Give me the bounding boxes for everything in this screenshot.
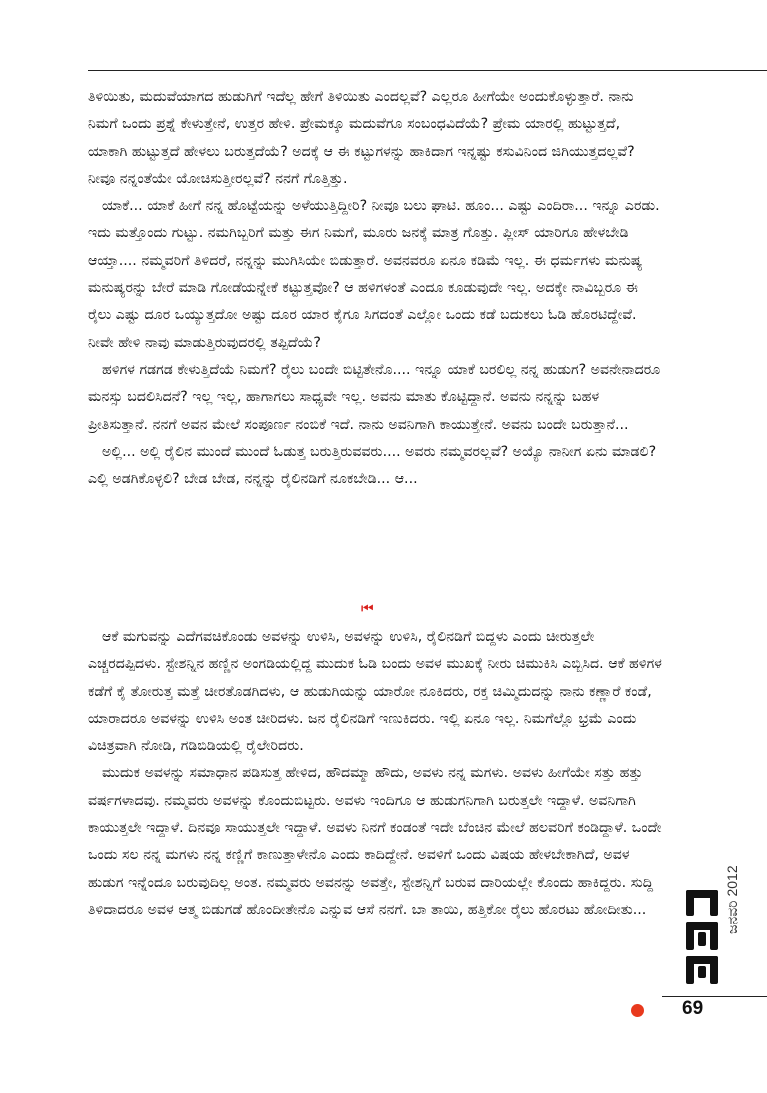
bottom-rule [662, 996, 767, 997]
paragraph-6: ಮುದುಕ ಅವಳನ್ನು ಸಮಾಧಾನ ಪಡಿಸುತ್ತ ಹೇಳಿದ, ಹೌದಮ್ಮಾ ಹೌದು, ಅವಳು ನನ್ನ ಮಗಳು. ಅವಳು ಹೀಗೆಯೇ ಸತ್ತು ಹತ್ತು ವರ್ಷಗಳಾದವು. ನಮ್ಮವರು ಅವಳನ್ನು ಕೊಂದುಬಿಟ್ಟರು. ಅವಳು ಇಂದಿಗೂ ಆ ಹುಡುಗನಿಗಾಗಿ ಬರುತ್ತಲೇ ಇದ್ದಾಳೆ. ಅವನಿಗಾಗಿ ಕಾಯುತ್ತಲೇ ಇದ್ದಾಳೆ. ದಿನವೂ ಸಾಯುತ್ತಲೇ ಇದ್ದಾಳೆ. ಅವಳು ನಿನಗೆ ಕಂಡಂತೆ ಇದೇ ಬೆಂಚಿನ ಮೇಲೆ ಹಲವರಿಗೆ ಕಂಡಿದ್ದಾಳೆ. ಒಂದೇ ಒಂದು ಸಲ ನನ್ನ ಮಗಳು ನನ್ನ ಕಣ್ಣಿಗೆ ಕಾಣುತ್ತಾಳೇನೊ ಎಂದು ಕಾದಿದ್ದೇನೆ. ಅವಳಿಗೆ ಒಂದು ವಿಷಯ ಹೇಳಬೇಕಾಗಿದೆ, ಅವಳ ಹುಡುಗ ಇನ್ನೆಂದೂ ಬರುವುದಿಲ್ಲ ಅಂತ. ನಮ್ಮವರು ಅವನನ್ನು ಅವತ್ತೇ, ಸ್ಟೇಶನ್ನಿಗೆ ಬರುವ ದಾರಿಯಲ್ಲೇ ಕೊಂದು ಹಾಕಿದ್ದರು. ಸುದ್ದಿ ತಿಳಿದಾದರೂ ಅವಳ ಆತ್ಮ ಬಿಡುಗಡೆ ಹೊಂದೀತೇನೊ ಎನ್ನುವ ಆಸೆ ನನಗೆ. ಬಾ ತಾಯಿ, ಹತ್ತಿಕೋ ರೈಲು ಹೊರಟು ಹೋದೀತು... [88, 765, 662, 918]
article-body-top [88, 84, 662, 493]
issue-date-text: ಜನವರಿ 2012 [724, 865, 740, 934]
paragraph-2: ಯಾಕೆ... ಯಾಕೆ ಹೀಗೆ ನನ್ನ ಹೊಟ್ಟೆಯನ್ನು ಅಳೆಯುತ್ತಿದ್ದೀರಿ? ನೀವೂ ಬಲು ಘಾಟಿ. ಹೂಂ... ಎಷ್ಟು ಎಂದಿರಾ... ಇನ್ನೂ ಎರಡು. ಇದು ಮತ್ತೊಂದು ಗುಟ್ಟು. ನಮಗಿಬ್ಬರಿಗೆ ಮತ್ತು ಈಗ ನಿಮಗೆ, ಮೂರು ಜನಕ್ಕೆ ಮಾತ್ರ ಗೊತ್ತು. ಪ್ಲೀಸ್ ಯಾರಿಗೂ ಹೇಳಬೇಡಿ ಆಯ್ತಾ.... ನಮ್ಮವರಿಗೆ ತಿಳಿದರೆ, ನನ್ನನ್ನು ಮುಗಿಸಿಯೇ ಬಿಡುತ್ತಾರೆ. ಅವನವರೂ ಏನೂ ಕಡಿಮೆ ಇಲ್ಲ. ಈ ಧರ್ಮಗಳು ಮನುಷ್ಯ ಮನುಷ್ಯರನ್ನು ಬೇರೆ ಮಾಡಿ ಗೋಡೆಯನ್ನೇಕೆ ಕಟ್ಟುತ್ತವೋ? ಆ ಹಳಿಗಳಂತೆ ಎಂದೂ ಕೂಡುವುದೇ ಇಲ್ಲ. ಅದಕ್ಕೇ ನಾವಿಬ್ಬರೂ ಈ ರೈಲು ಎಷ್ಟು ದೂರ ಒಯ್ಯುತ್ತದೋ ಅಷ್ಟು ದೂರ ಯಾರ ಕೈಗೂ ಸಿಗದಂತೆ ಎಲ್ಲೋ ಒಂದು ಕಡೆ ಬದುಕಲು ಓಡಿ ಹೊರಟಿದ್ದೇವೆ. ನೀವೇ ಹೇಳಿ ನಾವು ಮಾಡುತ್ತಿರುವುದರಲ್ಲಿ ತಪ್ಪಿದೆಯೆ? [88, 198, 660, 351]
red-dot-ornament [631, 1004, 644, 1017]
magazine-logo [682, 888, 722, 988]
paragraph-4: ಅಲ್ಲಿ... ಅಲ್ಲಿ ರೈಲಿನ ಮುಂದೆ ಮುಂದೆ ಓಡುತ್ತ ಬರುತ್ತಿರುವವರು.... ಅವರು ನಮ್ಮವರಲ್ಲವೆ? ಅಯ್ಯೊ ನಾನೀಗ ಏನು ಮಾಡಲಿ? ಎಲ್ಲಿ ಅಡಗಿಕೊಳ್ಳಲಿ? ಬೇಡ ಬೇಡ, ನನ್ನನ್ನು ರೈಲಿನಡಿಗೆ ನೂಕಬೇಡಿ... ಆ... [88, 443, 657, 488]
article-body-bottom [88, 624, 662, 924]
section-separator-icon: ⏮ [361, 601, 374, 617]
paragraph-3: ಹಳಿಗಳ ಗಡಗಡ ಕೇಳುತ್ತಿದೆಯೆ ನಿಮಗೆ? ರೈಲು ಬಂದೇ ಬಿಟ್ಟಿತೇನೊ.... ಇನ್ನೂ ಯಾಕೆ ಬರಲಿಲ್ಲ ನನ್ನ ಹುಡುಗ? ಅವನೇನಾದರೂ ಮನಸ್ಸು ಬದಲಿಸಿದನೆ? ಇಲ್ಲ ಇಲ್ಲ, ಹಾಗಾಗಲು ಸಾಧ್ಯವೇ ಇಲ್ಲ. ಅವನು ಮಾತು ಕೊಟ್ಟಿದ್ದಾನೆ. ಅವನು ನನ್ನನ್ನು ಬಹಳ ಪ್ರೀತಿಸುತ್ತಾನೆ. ನನಗೆ ಅವನ ಮೇಲೆ ಸಂಪೂರ್ಣ ನಂಬಿಕೆ ಇದೆ. ನಾನು ಅವನಿಗಾಗಿ ಕಾಯುತ್ತೇನೆ. ಅವನು ಬಂದೇ ಬರುತ್ತಾನೆ... [88, 361, 661, 433]
paragraph-1: ತಿಳಿಯಿತು, ಮದುವೆಯಾಗದ ಹುಡುಗಿಗೆ ಇದೆಲ್ಲ ಹೇಗೆ ತಿಳಿಯಿತು ಎಂದಲ್ಲವೆ? ಎಲ್ಲರೂ ಹೀಗೆಯೇ ಅಂದುಕೊಳ್ಳುತ್ತಾರೆ. ನಾನು ನಿಮಗೆ ಒಂದು ಪ್ರಶ್ನೆ ಕೇಳುತ್ತೇನೆ, ಉತ್ತರ ಹೇಳಿ. ಪ್ರೇಮಕ್ಕೂ ಮದುವೆಗೂ ಸಂಬಂಧವಿದೆಯೆ? ಪ್ರೇಮ ಯಾರಲ್ಲಿ ಹುಟ್ಟುತ್ತದೆ, ಯಾಕಾಗಿ ಹುಟ್ಟುತ್ತದೆ ಹೇಳಲು ಬರುತ್ತದೆಯೆ? ಅದಕ್ಕೆ ಆ ಈ ಕಟ್ಟುಗಳನ್ನು ಹಾಕಿದಾಗ ಇನ್ನಷ್ಟು ಕಸುವಿನಿಂದ ಜಿಗಿಯುತ್ತದಲ್ಲವೆ? ನೀವೂ ನನ್ನಂತೆಯೇ ಯೋಚಿಸುತ್ತೀರಲ್ಲವೆ? ನನಗೆ ಗೊತ್ತಿತ್ತು. [88, 89, 635, 187]
paragraph-5: ಆಕೆ ಮಗುವನ್ನು ಎದೆಗವಚಿಕೊಂಡು ಅವಳನ್ನು ಉಳಿಸಿ, ಅವಳನ್ನು ಉಳಿಸಿ, ರೈಲಿನಡಿಗೆ ಬಿದ್ದಳು ಎಂದು ಚೀರುತ್ತಲೇ ಎಚ್ಚರದಪ್ಪಿದಳು. ಸ್ಟೇಶನ್ನಿನ ಹಣ್ಣಿನ ಅಂಗಡಿಯಲ್ಲಿದ್ದ ಮುದುಕ ಓಡಿ ಬಂದು ಅವಳ ಮುಖಕ್ಕೆ ನೀರು ಚಿಮುಕಿಸಿ ಎಬ್ಬಿಸಿದ. ಆಕೆ ಹಳಿಗಳ ಕಡೆಗೆ ಕೈ ತೋರುತ್ತ ಮತ್ತೆ ಚೀರತೊಡಗಿದಳು, ಆ ಹುಡುಗಿಯನ್ನು ಯಾರೋ ನೂಕಿದರು, ರಕ್ತ ಚಿಮ್ಮಿದುದನ್ನು ನಾನು ಕಣ್ಣಾರೆ ಕಂಡೆ, ಯಾರಾದರೂ ಅವಳನ್ನು ಉಳಿಸಿ ಅಂತ ಚೀರಿದಳು. ಜನ ರೈಲಿನಡಿಗೆ ಇಣುಕಿದರು. ಇಲ್ಲಿ ಏನೂ ಇಲ್ಲ. ನಿಮಗೆಲ್ಲೊ ಭ್ರಮೆ ಎಂದು ವಿಚಿತ್ರವಾಗಿ ನೋಡಿ, ಗಡಿಬಿಡಿಯಲ್ಲಿ ರೈಲೇರಿದರು. [88, 629, 662, 755]
top-rule [88, 70, 767, 71]
page-number: 69 [682, 998, 704, 1019]
